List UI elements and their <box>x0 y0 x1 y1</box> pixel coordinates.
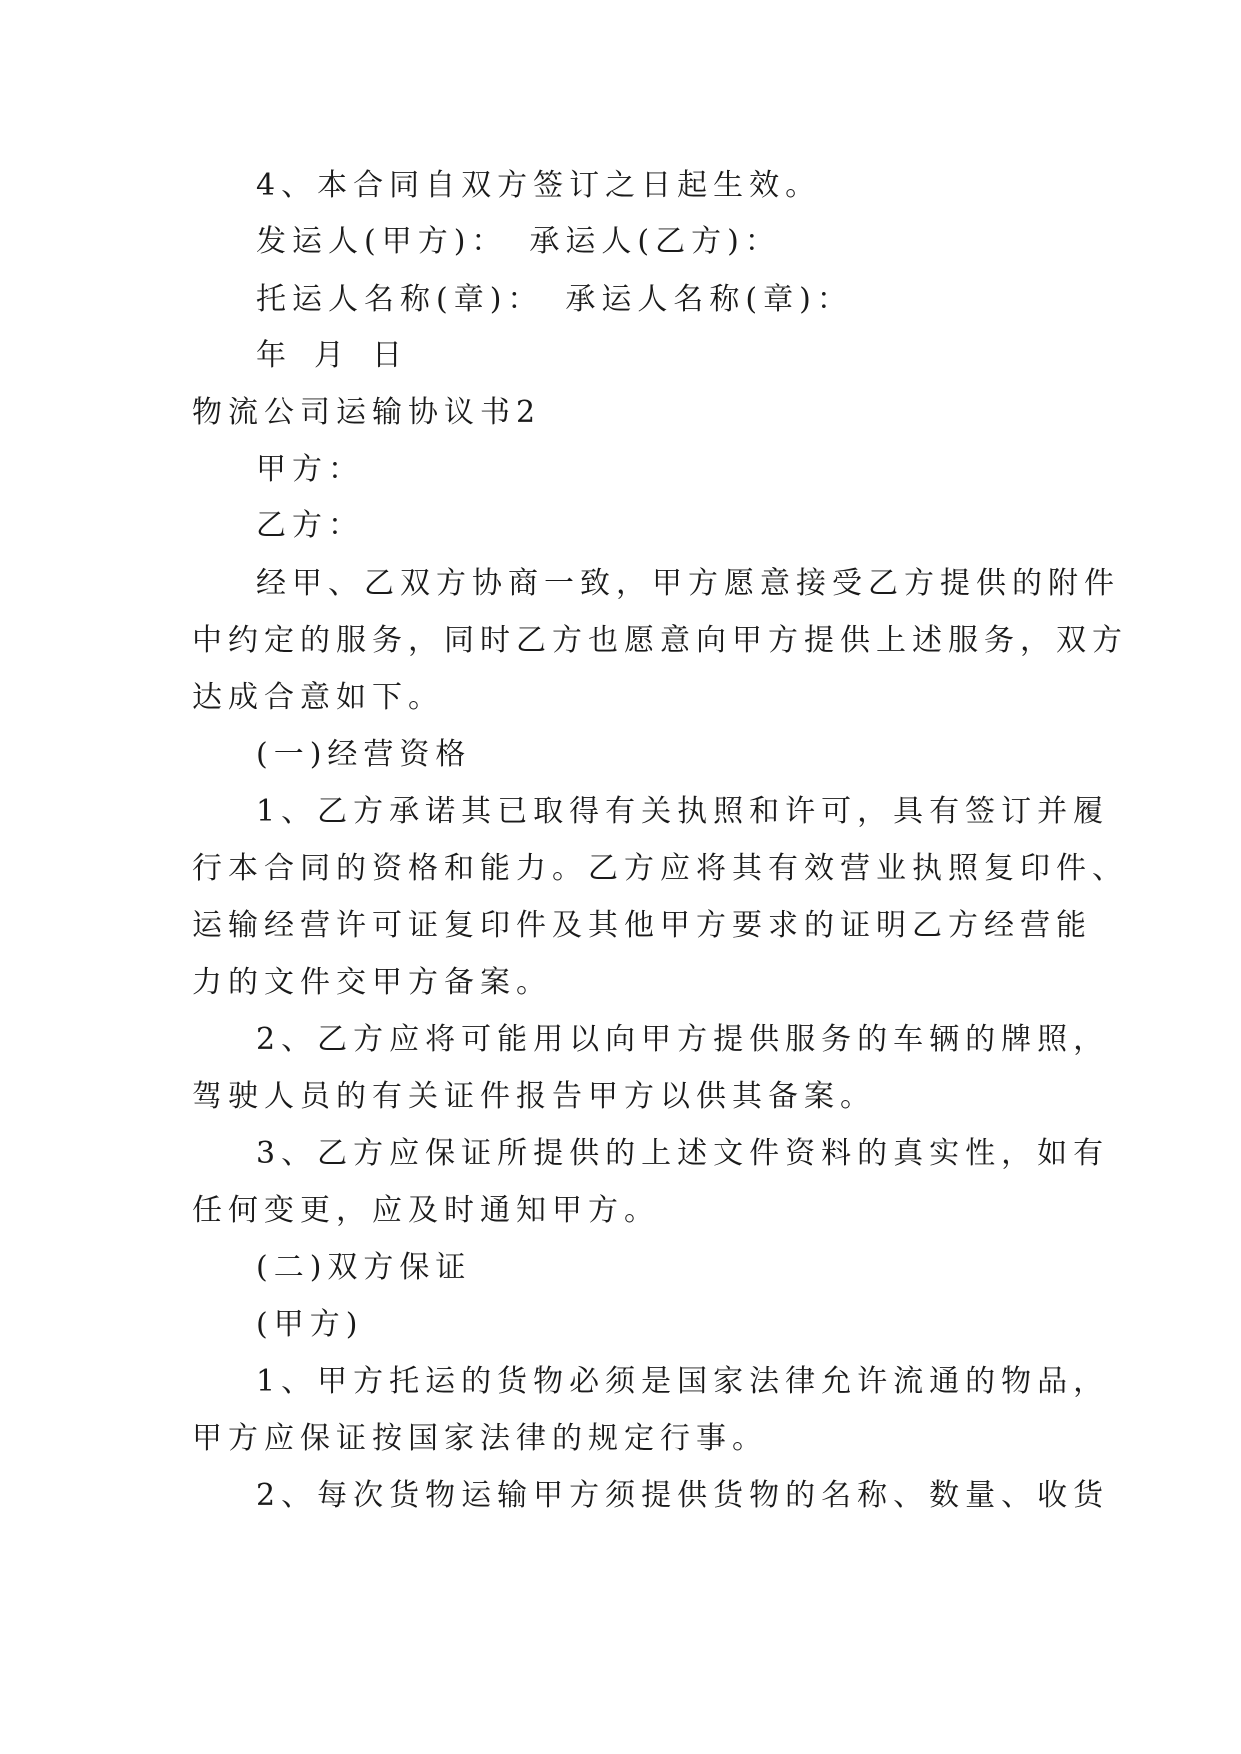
section-title: 物流公司运输协议书2 <box>192 395 542 430</box>
qualification-1-line-2: 行本合同的资格和能力。乙方应将其有效营业执照复印件、 <box>192 851 1128 886</box>
party-a-label: 甲方： <box>256 452 364 487</box>
heading-guarantees: (二)双方保证 <box>256 1250 472 1285</box>
carrier-name-label: 承运人名称(章)： <box>565 282 853 317</box>
party-b-label: 乙方： <box>256 508 364 543</box>
qualification-1-line-4: 力的文件交甲方备案。 <box>192 965 552 1000</box>
qualification-3-line-1: 3、乙方应保证所提供的上述文件资料的真实性，如有 <box>256 1136 1110 1171</box>
date-day: 日 <box>372 338 408 373</box>
qualification-3-line-2: 任何变更，应及时通知甲方。 <box>192 1193 660 1228</box>
party-a-clause-1-line-1: 1、甲方托运的货物必须是国家法律允许流通的物品， <box>256 1364 1110 1399</box>
subheading-party-a: (甲方) <box>256 1307 364 1342</box>
qualification-2-line-1: 2、乙方应将可能用以向甲方提供服务的车辆的牌照， <box>256 1022 1110 1057</box>
signature-row-names <box>256 280 1072 320</box>
intro-line-2: 中约定的服务，同时乙方也愿意向甲方提供上述服务，双方 <box>192 623 1128 658</box>
clause-4-effective: 4、本合同自双方签订之日起生效。 <box>256 168 822 203</box>
intro-line-3: 达成合意如下。 <box>192 680 444 715</box>
shipper-party-a-label: 发运人(甲方)： <box>256 224 508 259</box>
qualification-1-line-1: 1、乙方承诺其已取得有关执照和许可，具有签订并履 <box>256 794 1110 829</box>
consignor-name-label: 托运人名称(章)： <box>256 282 544 317</box>
date-month: 月 <box>314 338 350 373</box>
date-row <box>256 336 1072 376</box>
party-a-clause-2-line-1: 2、每次货物运输甲方须提供货物的名称、数量、收货 <box>256 1478 1110 1513</box>
intro-line-1: 经甲、乙双方协商一致，甲方愿意接受乙方提供的附件 <box>256 566 1120 601</box>
qualification-1-line-3: 运输经营许可证复印件及其他甲方要求的证明乙方经营能 <box>192 908 1092 943</box>
signature-row-parties <box>256 222 1072 262</box>
party-a-clause-1-line-2: 甲方应保证按国家法律的规定行事。 <box>192 1421 768 1456</box>
carrier-party-b-label: 承运人(乙方)： <box>529 224 781 259</box>
heading-qualification: (一)经营资格 <box>256 737 472 772</box>
qualification-2-line-2: 驾驶人员的有关证件报告甲方以供其备案。 <box>192 1079 876 1114</box>
date-year: 年 <box>256 338 292 373</box>
